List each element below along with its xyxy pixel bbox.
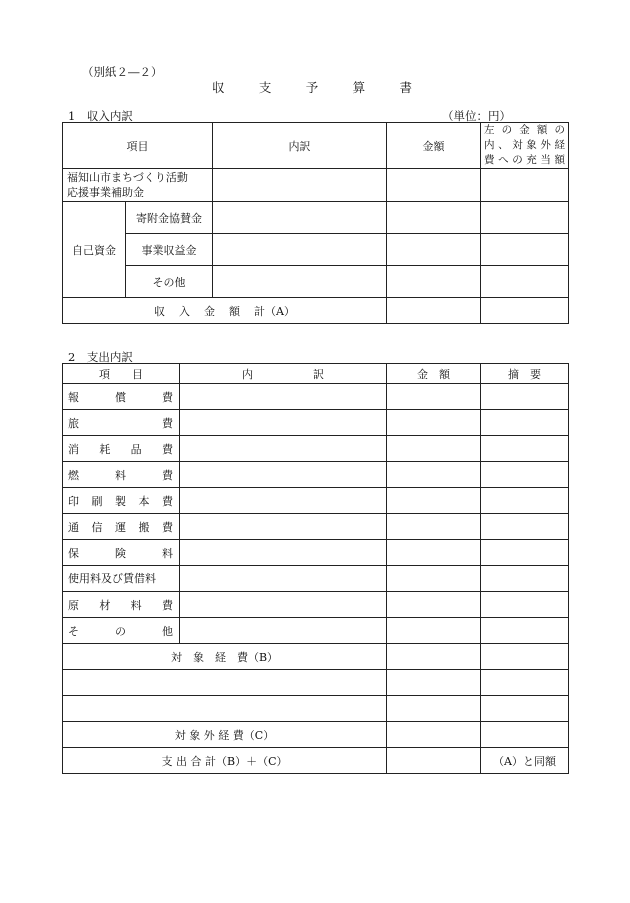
grand-total-amount-cell[interactable] <box>387 748 481 774</box>
blank-amount-cell[interactable] <box>387 670 481 696</box>
donation-amount-cell[interactable] <box>387 202 481 234</box>
header-allocation-line: 内、対象外経 <box>484 139 565 151</box>
expense-item-label <box>63 618 180 644</box>
expense-breakdown-cell[interactable] <box>180 592 387 618</box>
subsidy-label-line: 福知山市まちづくり活動 <box>67 171 188 184</box>
header-allocation-line: 費への充当額 <box>484 154 565 166</box>
blank-cell[interactable] <box>63 670 387 696</box>
expense-breakdown-cell[interactable] <box>180 488 387 514</box>
subsidy-allocation-cell[interactable] <box>481 169 569 202</box>
self-item-revenue: 事業収益金 <box>126 234 213 266</box>
income-self-row <box>63 234 569 266</box>
expense-remarks-cell[interactable] <box>481 462 569 488</box>
expense-row <box>63 618 569 644</box>
ineligible-total-remarks-cell[interactable] <box>481 722 569 748</box>
expense-breakdown-cell[interactable] <box>180 540 387 566</box>
expense-row <box>63 514 569 540</box>
title-char: 予 <box>305 80 319 95</box>
expense-breakdown-cell[interactable] <box>180 566 387 592</box>
label-char: 材 <box>99 598 111 612</box>
header-char: 目 <box>132 367 143 381</box>
expense-item-label <box>63 592 180 618</box>
grand-total-label: 支 出 合 計（B）＋（C） <box>63 748 387 774</box>
expense-breakdown-cell[interactable] <box>180 436 387 462</box>
label-char: 費 <box>162 494 173 508</box>
label-char: 償 <box>115 390 126 404</box>
label-char: 他 <box>162 624 173 638</box>
label-char: 耗 <box>99 442 111 456</box>
label-char: 費 <box>162 390 173 404</box>
label-char: 費 <box>162 468 173 482</box>
expense-header-breakdown <box>180 364 387 384</box>
self-item-other: その他 <box>126 266 213 298</box>
label-char: 費 <box>161 598 173 612</box>
expense-header-row <box>63 364 569 384</box>
label-char: 使用料及び賃借料 <box>68 572 156 585</box>
donation-allocation-cell[interactable] <box>481 202 569 234</box>
revenue-allocation-cell[interactable] <box>481 234 569 266</box>
label-char: 旅 <box>68 416 79 430</box>
label-char: 険 <box>115 546 126 560</box>
header-allocation-line: 左の金額の <box>484 124 565 136</box>
expense-amount-cell[interactable] <box>387 488 481 514</box>
expense-breakdown-cell[interactable] <box>180 618 387 644</box>
header-char: 内 <box>242 367 253 381</box>
expense-item-label <box>63 436 180 462</box>
other-breakdown-cell[interactable] <box>213 266 387 298</box>
expense-row <box>63 566 569 592</box>
expense-remarks-cell[interactable] <box>481 540 569 566</box>
revenue-breakdown-cell[interactable] <box>213 234 387 266</box>
expense-header-remarks: 摘 要 <box>481 364 569 384</box>
expense-breakdown-cell[interactable] <box>180 514 387 540</box>
expense-remarks-cell[interactable] <box>481 436 569 462</box>
income-header-row <box>63 123 569 169</box>
ineligible-total-label: 対 象 外 経 費（C） <box>63 722 387 748</box>
expense-amount-cell[interactable] <box>387 540 481 566</box>
label-char: 消 <box>68 442 79 456</box>
expense-amount-cell[interactable] <box>387 410 481 436</box>
expense-item-label <box>63 566 180 592</box>
other-allocation-cell[interactable] <box>481 266 569 298</box>
label-char: そ <box>68 624 79 638</box>
blank-remarks-cell[interactable] <box>481 670 569 696</box>
label-char: 印 <box>68 494 79 508</box>
blank-amount-cell[interactable] <box>387 696 481 722</box>
label-char: 費 <box>161 442 173 456</box>
label-char: 原 <box>68 598 79 612</box>
expense-header-amount: 金 額 <box>387 364 481 384</box>
blank-remarks-cell[interactable] <box>481 696 569 722</box>
expense-remarks-cell[interactable] <box>481 410 569 436</box>
other-amount-cell[interactable] <box>387 266 481 298</box>
blank-row <box>63 696 569 722</box>
expense-row <box>63 592 569 618</box>
expense-remarks-cell[interactable] <box>481 488 569 514</box>
expense-remarks-cell[interactable] <box>481 514 569 540</box>
income-self-row <box>63 202 569 234</box>
grand-total-row <box>63 748 569 774</box>
label-char: 製 <box>115 494 126 508</box>
income-total-allocation-cell[interactable] <box>481 298 569 324</box>
expense-row <box>63 436 569 462</box>
subsidy-amount-cell[interactable] <box>387 169 481 202</box>
total-char: 額 <box>229 304 241 318</box>
expense-row <box>63 410 569 436</box>
expense-table <box>62 363 569 774</box>
expense-item-label <box>63 540 180 566</box>
income-total-amount-cell[interactable] <box>387 298 481 324</box>
expense-amount-cell[interactable] <box>387 592 481 618</box>
header-char: 訳 <box>313 367 324 381</box>
income-self-row <box>63 266 569 298</box>
label-char: 刷 <box>91 494 103 508</box>
document-title <box>212 78 412 96</box>
label-char: 費 <box>162 520 173 534</box>
expense-amount-cell[interactable] <box>387 566 481 592</box>
eligible-total-label: 対 象 経 費（B） <box>63 644 387 670</box>
title-char: 支 <box>258 80 272 95</box>
label-char: 運 <box>115 520 126 534</box>
title-char: 算 <box>352 80 366 95</box>
header-allocation <box>481 123 569 169</box>
expense-section-heading: 2 支出内訳 <box>68 350 133 364</box>
header-char: 項 <box>99 367 110 381</box>
label-char: 本 <box>138 494 150 508</box>
expense-item-label <box>63 384 180 410</box>
subsidy-label-line: 応援事業補助金 <box>67 186 144 199</box>
income-section-heading: 1 収入内訳 <box>68 109 133 123</box>
annex-label: （別紙２―２） <box>82 65 163 79</box>
label-char: 通 <box>68 520 79 534</box>
total-char: 収 <box>154 304 166 318</box>
label-char: 報 <box>68 390 79 404</box>
expense-amount-cell[interactable] <box>387 462 481 488</box>
expense-amount-cell[interactable] <box>387 436 481 462</box>
label-char: 信 <box>91 520 103 534</box>
total-char: 入 <box>179 304 191 318</box>
income-table <box>62 122 569 324</box>
eligible-total-amount-cell[interactable] <box>387 644 481 670</box>
expense-amount-cell[interactable] <box>387 384 481 410</box>
expense-remarks-cell[interactable] <box>481 384 569 410</box>
subsidy-breakdown-cell[interactable] <box>213 169 387 202</box>
label-char: 搬 <box>138 520 150 534</box>
donation-breakdown-cell[interactable] <box>213 202 387 234</box>
total-char: 金 <box>204 304 216 318</box>
expense-amount-cell[interactable] <box>387 618 481 644</box>
expense-amount-cell[interactable] <box>387 514 481 540</box>
header-amount: 金額 <box>387 123 481 169</box>
label-char: 保 <box>68 546 79 560</box>
ineligible-total-row <box>63 722 569 748</box>
label-char: の <box>115 624 126 638</box>
self-item-donation: 寄附金協賛金 <box>126 202 213 234</box>
expense-item-label <box>63 462 180 488</box>
expense-row <box>63 540 569 566</box>
self-funds-label: 自己資金 <box>63 202 126 298</box>
expense-item-label <box>63 514 180 540</box>
revenue-amount-cell[interactable] <box>387 234 481 266</box>
eligible-total-row <box>63 644 569 670</box>
header-item: 項目 <box>63 123 213 169</box>
eligible-total-remarks-cell[interactable] <box>481 644 569 670</box>
expense-item-label <box>63 488 180 514</box>
expense-breakdown-cell[interactable] <box>180 384 387 410</box>
label-char: 料 <box>162 546 173 560</box>
subsidy-label <box>63 169 213 202</box>
ineligible-total-amount-cell[interactable] <box>387 722 481 748</box>
label-char: 料 <box>130 598 142 612</box>
expense-row <box>63 384 569 410</box>
income-total-label <box>63 298 387 324</box>
expense-remarks-cell[interactable] <box>481 618 569 644</box>
expense-breakdown-cell[interactable] <box>180 462 387 488</box>
expense-header-item <box>63 364 180 384</box>
expense-item-label <box>63 410 180 436</box>
expense-remarks-cell[interactable] <box>481 592 569 618</box>
expense-remarks-cell[interactable] <box>481 566 569 592</box>
header-breakdown: 内訳 <box>213 123 387 169</box>
title-char: 収 <box>212 80 225 95</box>
blank-row <box>63 670 569 696</box>
label-char: 費 <box>162 416 173 430</box>
title-char: 書 <box>399 80 412 95</box>
income-total-row <box>63 298 569 324</box>
unit-label: （単位：円） <box>442 109 511 123</box>
grand-total-remark: （A）と同額 <box>481 748 569 774</box>
label-char: 燃 <box>68 468 79 482</box>
label-char: 料 <box>115 468 126 482</box>
blank-cell[interactable] <box>63 696 387 722</box>
income-subsidy-row <box>63 169 569 202</box>
label-char: 品 <box>130 442 142 456</box>
expense-row <box>63 462 569 488</box>
expense-row <box>63 488 569 514</box>
total-char: 計（A） <box>254 304 295 318</box>
expense-breakdown-cell[interactable] <box>180 410 387 436</box>
